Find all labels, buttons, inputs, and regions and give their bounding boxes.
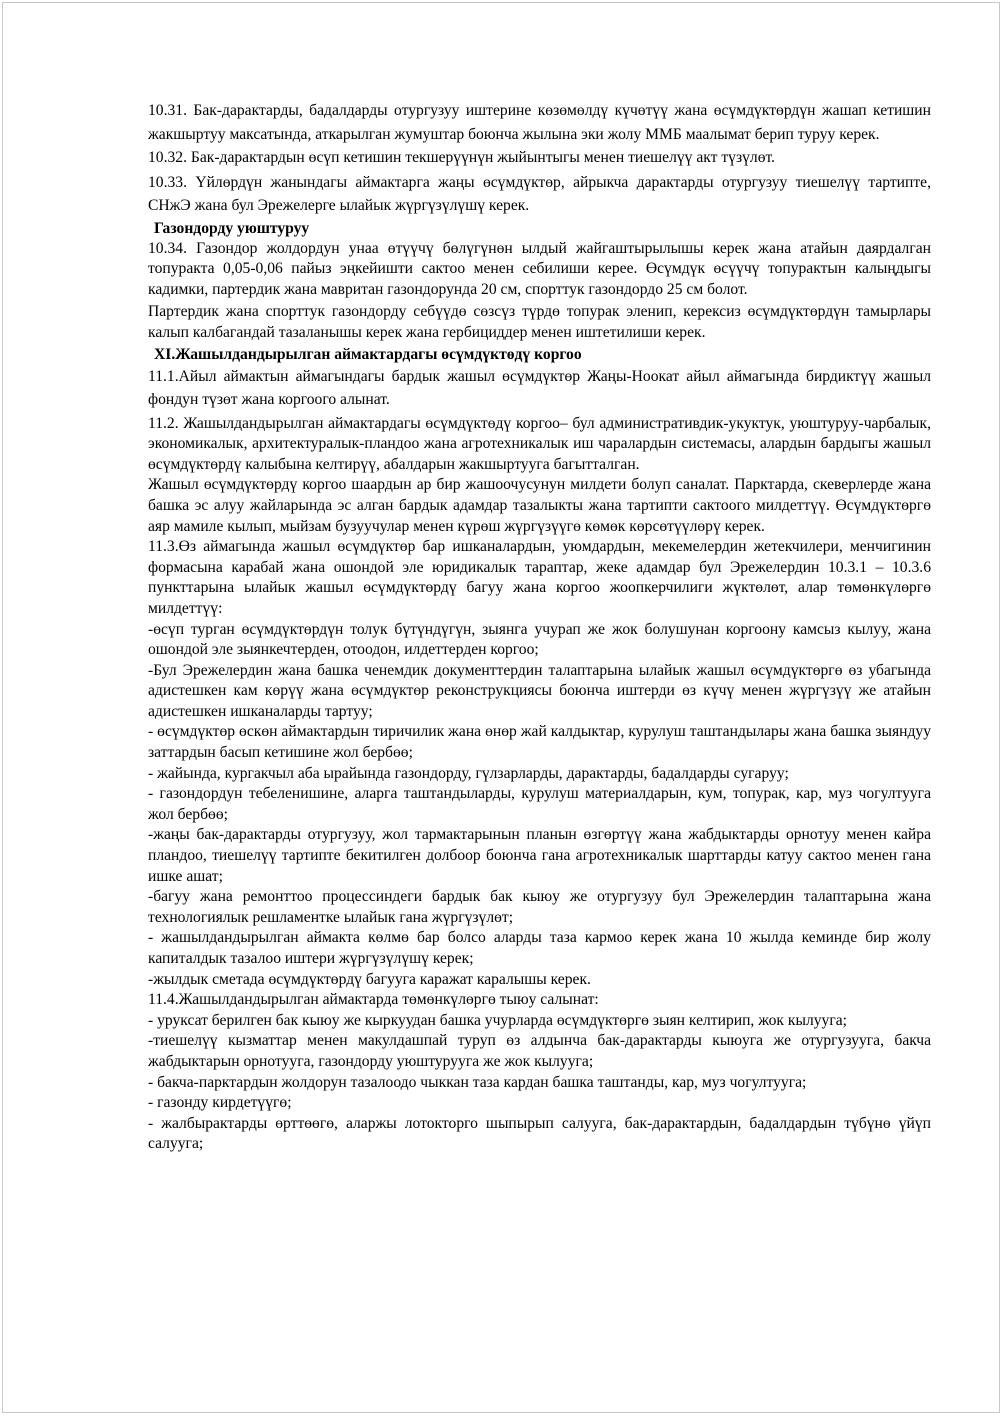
list-item: - бакча-парктардын жолдорун тазалоодо чыккан таза кардан башка таштанды, кар, муз чогултууга; <box>148 1073 807 1091</box>
paragraph-10-32: 10.32. Бак-дарактардын өсүп кетишин текшерүүнүн жыйынтыгы менен тиешелүү акт түзүлөт. <box>148 149 776 166</box>
paragraph-lawn-seeding: Партердик жана спорттук газондорду себүүдө сөзсүз түрдө топурак эленип, керексиз өсүмдүктөрдүн тамырлары калып калбагандай тазаланышы керек жана гербициддер менен иштетилиши керек. <box>148 303 931 341</box>
list-item: -өсүп турган өсүмдүктөрдүн толук бүтүндүгүн, зыянга учурап же жок болушунан коргоону камсыз кылуу, жана ошондой эле зыянкечтерден, отоодон, илдеттерден коргоо; <box>148 620 931 659</box>
list-item: - өсүмдүктөр өскөн аймактардын тиричилик жана өнөр жай калдыктар, курулуш таштандылары жана башка зыяндуу заттардын басып кетишине жол бербөө; <box>148 723 931 762</box>
list-item: - газондордун тебеленишине, аларга таштандыларды, курулуш материалдарын, кум, топурак, кар, муз чогултууга жол бербөө; <box>148 785 931 823</box>
paragraph-11-1: 11.1.Айыл аймактын аймагындагы бардык жашыл өсүмдүктөр Жаңы-Ноокат айыл аймагында бирдиктүү жашыл фондун түзөт жана коргоого алынат. <box>148 367 931 409</box>
heading-lawns: Газондорду уюштуруу <box>154 219 310 237</box>
list-item: - жалбырактарды өрттөөгө, аларжы лотокторго шыпырып салууга, бак-дарактардын, бадалдардын түбүнө үйүп салууга; <box>148 1114 931 1153</box>
list-item: -багуу жана ремонттоо процессиндеги бардык бак кыюу же отургузуу бул Эрежелердин талаптарына жана технологиялык решламентке ылайык гана жүргүзүлөт; <box>148 888 931 926</box>
paragraph-10-31: 10.31. Бак-дарактарды, бадалдарды отургузуу иштерине көзөмөлдү күчөтүү жана өсүмдүктөрдүн жашап кетишин жакшыртуу максатында, аткарылган жумуштар боюнча жылына эки жолу ММБ маалымат берип туруу керек. <box>148 102 931 143</box>
list-item: - газонду кирдетүүгө; <box>148 1094 292 1112</box>
paragraph-10-34: 10.34. Газондор жолдордун унаа өтүүчү бөлүгүнөн ылдый жайгаштырылышы керек жана атайын даярдалган топуракта 0,05-0,06 пайыз эңкейишти сактоо менен себилиши керее. Өсүмдүк өсүүчү топурактын калыңдыгы кадимки, партердик жана мавритан газондорунда 20 см, спорттук газондордо 25 см болот. <box>148 239 931 298</box>
paragraph-protection-duty: Жашыл өсүмдүктөрдү коргоо шаардын ар бир жашоочусунун милдети болуп саналат. Парктарда, скеверлерде жана башка эс алуу жайларында эс алган бардык адамдар тазалыкты жана тартипти сактоого милдеттүү. Өсүмдүктөргө аяр мамиле кылып, мыйзам бузуучулар менен күрөш жүргүзүүгө көмөк көрсөтүүлөрү керек. <box>148 476 931 535</box>
list-item: -жылдык сметада өсүмдүктөрдү багууга каражат каралышы керек. <box>148 970 591 988</box>
paragraph-11-3: 11.3.Өз аймагында жашыл өсүмдүктөр бар ишканалардын, уюмдардын, мекемелердин жетекчилери, менчигинин формасына карабай жана ошондой эле юридикалык тараптар, жеке адамдар бул Эрежелердин 10.3.1 – 10.3.6 пункттарына ылайык жашыл өсүмдүктөрдү багуу жана коргоо жоопкерчилиги жүктөлөт, алар төмөнкүлөргө милдеттүү: <box>148 538 931 617</box>
document-page <box>2 2 1000 1413</box>
list-item: - жашылдандырылган аймакта көлмө бар болсо аларды таза кармоо керек жана 10 жылда кеминде бир жолу капиталдык тазалоо иштери жүргүзүлүшү керек; <box>148 929 931 967</box>
list-item: - жайында, кургакчыл аба ырайында газондорду, гүлзарларды, дарактарды, бадалдарды сугаруу; <box>148 764 789 782</box>
list-item: -Бул Эрежелердин жана башка ченемдик документтердин талаптарына ылайык жашыл өсүмдүктөргө өз убагында адистешкен кам көрүү жана өсүмдүктөр реконструкциясы боюнча иштерди өз күчү менен жүргүзүү же атайын адистешкен ишканаларды тартуу; <box>148 661 931 720</box>
list-item: -тиешелүү кызматтар менен макулдашпай туруп өз алдынча бак-дарактарды кыюуга же отургузууга, бакча жабдыктарын орнотууга, газондорду уюштурууга же жок кылууга; <box>148 1032 931 1070</box>
paragraph-11-4: 11.4.Жашылдандырылган аймактарда төмөнкүлөргө тыюу салынат: <box>148 991 599 1009</box>
paragraph-10-33: 10.33. Үйлөрдүн жанындагы аймактарга жаңы өсүмдүктөр, айрыкча дарактарды отургузуу тиешелүү тартипте, СНжЭ жана бул Эрежелерге ылайык жүргүзүлүшү керек. <box>148 173 931 215</box>
list-item: -жаңы бак-дарактарды отургузуу, жол тармактарынын планын өзгөртүү жана жабдыктарды орнотуу менен кайра пландоо, тиешелүү тартипте бекитилген долбоор боюнча гана агротехникалык шарттарды катуу сактоо менен гана ишке ашат; <box>148 826 931 885</box>
list-item: - уруксат берилген бак кыюу же кыркуудан башка учурларда өсүмдүктөргө зыян келтирип, жок кылууга; <box>148 1011 847 1029</box>
document-body <box>148 99 931 1155</box>
heading-section-xi: XI.Жашылдандырылган аймактардагы өсүмдүктөдү коргоо <box>154 345 582 363</box>
paragraph-11-2: 11.2. Жашылдандырылган аймактардагы өсүмдүктөдү коргоо– бул административдик-укуктук, уюштуруу-чарбалык, экономикалык, архитектуралык-пландоо жана агротехникалык иш чаралардын системасы, алардын бардыгы жашыл өсүмдүктөрдү калыбына келтирүү, абалдарын жакшыртууга багытталган. <box>148 414 931 473</box>
